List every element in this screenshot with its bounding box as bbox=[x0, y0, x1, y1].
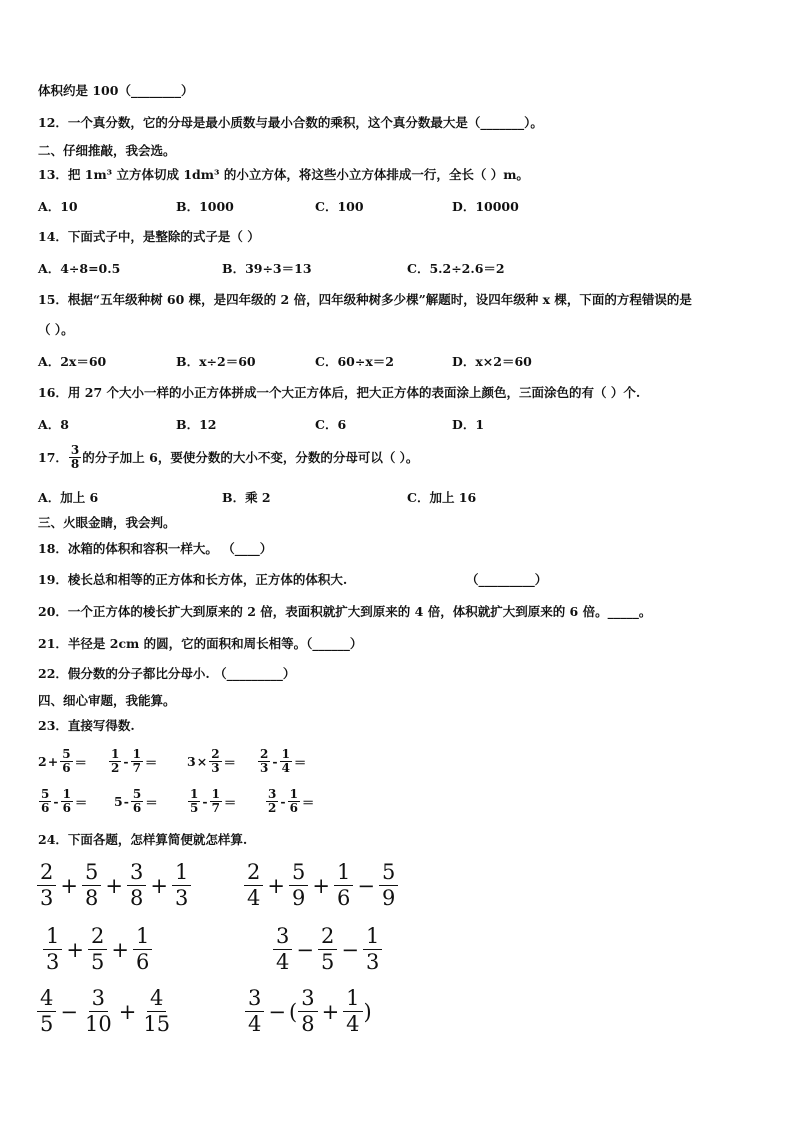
q15-option-d: D．x×2＝60 bbox=[452, 354, 532, 369]
denominator: 3 bbox=[40, 886, 54, 910]
line-volume-answer: 体积约是 100（________） bbox=[38, 83, 194, 98]
equals-sign: ＝ bbox=[223, 754, 237, 770]
plus-sign: + bbox=[267, 873, 285, 898]
left-paren: ( bbox=[288, 999, 298, 1024]
numerator: 1 bbox=[190, 787, 199, 801]
fraction bbox=[109, 748, 121, 775]
question-16: 16．用 27 个大小一样的小正方体拼成一个大正方体后，把大正方体的表面涂上颜色，三面涂色的有（ ）个. bbox=[38, 385, 641, 400]
numerator: 3 bbox=[89, 986, 108, 1012]
fraction bbox=[131, 788, 143, 815]
q17-number: 17． bbox=[38, 449, 68, 465]
question-17 bbox=[38, 444, 418, 471]
denominator: 6 bbox=[336, 886, 351, 910]
fraction bbox=[43, 924, 62, 975]
equals-sign: ＝ bbox=[74, 754, 88, 770]
question-18: 18．冰箱的体积和容积一样大。 （____） bbox=[38, 541, 273, 556]
minus-sign: − bbox=[60, 999, 78, 1024]
minus-sign: - bbox=[123, 794, 129, 809]
numerator: 1 bbox=[133, 924, 152, 950]
denominator: 5 bbox=[40, 1012, 54, 1036]
denominator: 3 bbox=[260, 761, 269, 775]
denominator: 5 bbox=[90, 950, 105, 974]
whole-number: 5 bbox=[114, 794, 123, 809]
q23-expr-1 bbox=[38, 748, 88, 775]
denominator: 10 bbox=[84, 1012, 112, 1036]
fraction bbox=[288, 788, 300, 815]
denominator: 4 bbox=[281, 761, 290, 775]
q13-option-c: C．100 bbox=[315, 199, 364, 214]
denominator: 7 bbox=[132, 761, 141, 775]
q24-problem-2 bbox=[243, 860, 399, 911]
equals-sign: ＝ bbox=[74, 794, 88, 810]
q17-fraction bbox=[69, 444, 81, 471]
denominator: 3 bbox=[174, 886, 189, 910]
denominator: 5 bbox=[320, 950, 335, 974]
numerator: 5 bbox=[379, 860, 398, 886]
q17-option-b: B．乘 2 bbox=[222, 490, 271, 505]
numerator: 3 bbox=[245, 986, 264, 1012]
minus-sign: − bbox=[341, 937, 359, 962]
fraction bbox=[258, 748, 270, 775]
q23-expr-5 bbox=[38, 788, 88, 815]
fraction bbox=[210, 788, 222, 815]
q24-problem-6 bbox=[244, 986, 372, 1037]
denominator: 15 bbox=[143, 1012, 171, 1036]
fraction bbox=[379, 860, 398, 911]
section-4-title: 四、细心审题，我能算。 bbox=[38, 693, 176, 708]
numerator: 1 bbox=[211, 787, 220, 801]
denominator: 4 bbox=[247, 886, 261, 910]
fraction bbox=[39, 788, 51, 815]
fraction bbox=[127, 860, 146, 911]
fraction bbox=[133, 924, 152, 975]
denominator: 6 bbox=[41, 801, 50, 815]
numerator: 2 bbox=[260, 747, 269, 761]
q14-option-a: A．4÷8=0.5 bbox=[38, 261, 121, 276]
numerator: 4 bbox=[37, 986, 56, 1012]
fraction bbox=[266, 788, 278, 815]
denominator: 2 bbox=[268, 801, 277, 815]
numerator: 1 bbox=[281, 747, 290, 761]
equals-sign: ＝ bbox=[145, 794, 158, 810]
fraction bbox=[61, 788, 73, 815]
denominator: 9 bbox=[381, 886, 396, 910]
minus-sign: - bbox=[272, 754, 278, 769]
question-22: 22．假分数的分子都比分母小. （_________） bbox=[38, 666, 296, 681]
denominator: 8 bbox=[301, 1012, 315, 1036]
q16-option-c: C．6 bbox=[315, 417, 347, 432]
q16-option-b: B．12 bbox=[176, 417, 217, 432]
question-19: 19．棱长总和相等的正方体和长方体，正方体的体积大. bbox=[38, 572, 348, 587]
question-23: 23．直接写得数. bbox=[38, 718, 135, 733]
numerator: 3 bbox=[298, 986, 317, 1012]
section-2-title: 二、仔细推敲，我会选。 bbox=[38, 143, 176, 158]
fraction bbox=[363, 924, 382, 975]
fraction bbox=[273, 924, 292, 975]
fraction bbox=[82, 860, 101, 911]
denominator: 4 bbox=[276, 950, 290, 974]
numerator: 3 bbox=[273, 924, 292, 950]
denominator: 8 bbox=[70, 457, 80, 471]
question-15-cont: （ ）。 bbox=[38, 322, 74, 337]
plus-sign: + bbox=[118, 999, 137, 1024]
numerator: 3 bbox=[70, 443, 80, 457]
plus-sign: + bbox=[150, 873, 168, 898]
q15-option-c: C．60÷x＝2 bbox=[315, 354, 394, 369]
q13-option-d: D．10000 bbox=[452, 199, 519, 214]
denominator: 6 bbox=[289, 801, 298, 815]
question-24: 24．下面各题，怎样算简便就怎样算. bbox=[38, 832, 248, 847]
question-20: 20．一个正方体的棱长扩大到原来的 2 倍，表面积就扩大到原来的 4 倍，体积就扩大到原来的 6 倍。_____。 bbox=[38, 604, 652, 619]
numerator: 1 bbox=[132, 747, 141, 761]
right-paren: ) bbox=[363, 999, 372, 1024]
numerator: 2 bbox=[244, 860, 263, 886]
minus-sign: - bbox=[280, 794, 286, 809]
fraction bbox=[188, 788, 200, 815]
question-12: 12．一个真分数，它的分母是最小质数与最小合数的乘积，这个真分数最大是（_______）。 bbox=[38, 115, 543, 130]
plus-sign: + bbox=[321, 999, 340, 1024]
minus-sign: - bbox=[202, 794, 208, 809]
q23-expr-7 bbox=[187, 788, 237, 815]
q24-problem-1 bbox=[36, 860, 192, 911]
q23-expr-4 bbox=[257, 748, 307, 775]
whole-number: 3 bbox=[187, 754, 196, 769]
denominator: 4 bbox=[248, 1012, 262, 1036]
numerator: 1 bbox=[111, 747, 120, 761]
q17-option-a: A．加上 6 bbox=[38, 490, 99, 505]
q16-option-d: D．1 bbox=[452, 417, 485, 432]
q13-option-b: B．1000 bbox=[176, 199, 234, 214]
denominator: 9 bbox=[291, 886, 306, 910]
minus-sign: - bbox=[123, 754, 129, 769]
fraction bbox=[245, 986, 264, 1037]
denominator: 3 bbox=[211, 761, 220, 775]
fraction bbox=[289, 860, 308, 911]
numerator: 1 bbox=[172, 860, 191, 886]
plus-sign: + bbox=[105, 873, 123, 898]
q23-expr-6 bbox=[114, 788, 159, 815]
q24-problem-3 bbox=[42, 924, 153, 975]
question-13: 13．把 1m³ 立方体切成 1dm³ 的小立方体，将这些小立方体排成一行，全长（ ）m。 bbox=[38, 167, 529, 182]
numerator: 1 bbox=[343, 986, 362, 1012]
q19-blank: （_________） bbox=[466, 572, 548, 587]
plus-sign: + bbox=[60, 873, 78, 898]
q16-option-a: A．8 bbox=[38, 417, 69, 432]
q23-expr-8 bbox=[265, 788, 315, 815]
minus-sign: − bbox=[296, 937, 314, 962]
q14-option-c: C．5.2÷2.6＝2 bbox=[407, 261, 505, 276]
denominator: 6 bbox=[62, 761, 71, 775]
denominator: 6 bbox=[132, 801, 142, 815]
fraction bbox=[82, 986, 115, 1037]
whole-number: 2 bbox=[38, 754, 47, 769]
fraction bbox=[244, 860, 263, 911]
numerator: 1 bbox=[62, 787, 71, 801]
question-15: 15．根据“五年级种树 60 棵，是四年级的 2 倍，四年级种树多少棵”解题时，设四年级种 x 棵，下面的方程错误的是 bbox=[38, 292, 692, 307]
times-sign: × bbox=[196, 754, 208, 769]
minus-sign: − bbox=[268, 999, 286, 1024]
numerator: 5 bbox=[62, 747, 71, 761]
fraction bbox=[37, 986, 56, 1037]
denominator: 4 bbox=[346, 1012, 360, 1036]
numerator: 2 bbox=[211, 747, 220, 761]
numerator: 1 bbox=[43, 924, 62, 950]
q13-option-a: A．10 bbox=[38, 199, 78, 214]
q15-option-a: A．2x＝60 bbox=[38, 354, 107, 369]
fraction bbox=[209, 748, 221, 775]
numerator: 3 bbox=[127, 860, 146, 886]
q15-option-b: B．x÷2＝60 bbox=[176, 354, 256, 369]
numerator: 2 bbox=[37, 860, 56, 886]
fraction bbox=[318, 924, 337, 975]
numerator: 5 bbox=[82, 860, 101, 886]
plus-sign: + bbox=[47, 754, 59, 769]
minus-sign: - bbox=[53, 794, 59, 809]
q17-text: 的分子加上 6，要使分数的大小不变，分数的分母可以（ ）。 bbox=[82, 449, 419, 465]
q23-expr-3 bbox=[187, 748, 237, 775]
denominator: 8 bbox=[84, 886, 99, 910]
section-3-title: 三、火眼金睛，我会判。 bbox=[38, 515, 176, 530]
denominator: 6 bbox=[62, 801, 71, 815]
question-21: 21．半径是 2cm 的圆，它的面积和周长相等。（______） bbox=[38, 636, 363, 651]
question-14: 14．下面式子中，是整除的式子是（ ） bbox=[38, 229, 260, 244]
denominator: 3 bbox=[365, 950, 380, 974]
numerator: 1 bbox=[334, 860, 353, 886]
fraction bbox=[343, 986, 362, 1037]
equals-sign: ＝ bbox=[293, 754, 307, 770]
numerator: 2 bbox=[88, 924, 107, 950]
fraction bbox=[60, 748, 72, 775]
plus-sign: + bbox=[111, 937, 129, 962]
numerator: 1 bbox=[289, 787, 298, 801]
denominator: 2 bbox=[111, 761, 120, 775]
numerator: 5 bbox=[41, 787, 50, 801]
numerator: 1 bbox=[363, 924, 382, 950]
q17-option-c: C．加上 16 bbox=[407, 490, 477, 505]
numerator: 3 bbox=[268, 787, 277, 801]
denominator: 8 bbox=[129, 886, 144, 910]
denominator: 3 bbox=[46, 950, 60, 974]
numerator: 2 bbox=[318, 924, 337, 950]
numerator: 5 bbox=[132, 787, 142, 801]
fraction bbox=[140, 986, 173, 1037]
q14-option-b: B．39÷3＝13 bbox=[222, 261, 312, 276]
denominator: 5 bbox=[190, 801, 199, 815]
denominator: 7 bbox=[211, 801, 220, 815]
q23-expr-2 bbox=[108, 748, 158, 775]
fraction bbox=[298, 986, 317, 1037]
fraction bbox=[131, 748, 143, 775]
fraction bbox=[37, 860, 56, 911]
q24-problem-4 bbox=[272, 924, 383, 975]
equals-sign: ＝ bbox=[301, 794, 315, 810]
minus-sign: − bbox=[357, 873, 375, 898]
fraction bbox=[334, 860, 353, 911]
fraction bbox=[172, 860, 191, 911]
numerator: 4 bbox=[147, 986, 166, 1012]
numerator: 5 bbox=[289, 860, 308, 886]
equals-sign: ＝ bbox=[144, 754, 158, 770]
plus-sign: + bbox=[66, 937, 84, 962]
plus-sign: + bbox=[312, 873, 330, 898]
fraction bbox=[88, 924, 107, 975]
equals-sign: ＝ bbox=[223, 794, 237, 810]
fraction bbox=[280, 748, 292, 775]
denominator: 6 bbox=[135, 950, 150, 974]
q24-problem-5 bbox=[36, 986, 174, 1037]
